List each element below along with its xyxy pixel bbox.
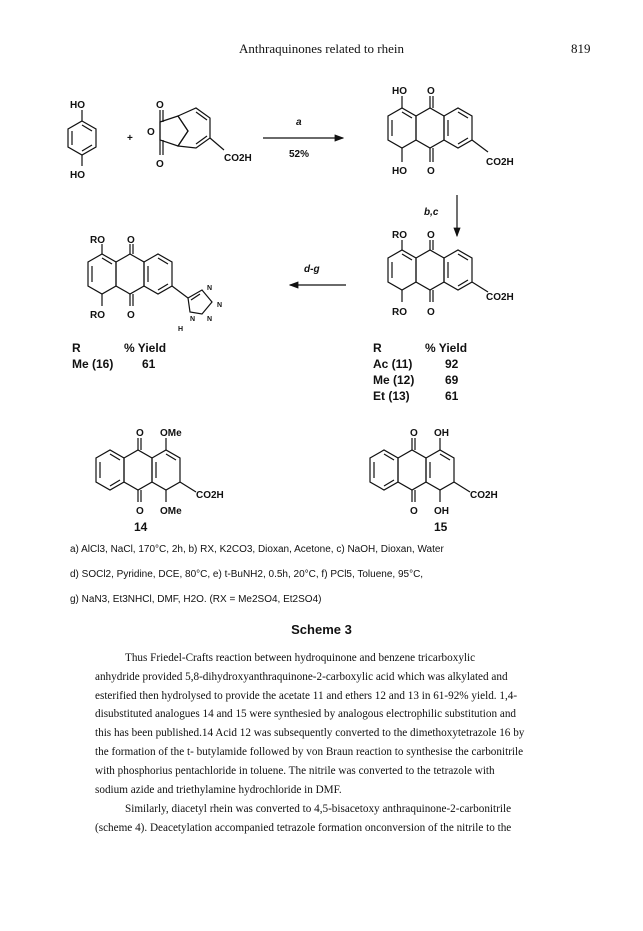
text-line: this has been published.14 Acid 12 was subsequently converted to the dimethoxytetrazole 16 by xyxy=(95,727,525,740)
atom-label-o: O xyxy=(427,86,435,97)
right-table-yield: 69 xyxy=(445,373,459,387)
text-line: Similarly, diacetyl rhein was converted to 4,5-bisacetoxy anthraquinone-2-carbonitrile xyxy=(125,803,512,815)
atom-label-o: O xyxy=(136,428,144,439)
compound-15-label: 15 xyxy=(434,520,448,534)
body-paragraph-2 xyxy=(95,800,560,838)
atom-label-oh: OH xyxy=(434,506,449,517)
atom-label-o: O xyxy=(410,428,418,439)
dialkoxyanthraquinone-acid-structure xyxy=(388,240,488,302)
text-line: esterified then hydrolysed to provide the acetate 11 and ethers 12 and 13 in 61-92% yield. 1,4- xyxy=(95,689,518,702)
text-line: disubstituted analogues 14 and 15 were synthesied by analogous electrophilic substitution and xyxy=(95,708,517,721)
right-table-yield: 92 xyxy=(445,357,459,371)
reagents-line-2: d) SOCl2, Pyridine, DCE, 80°C, e) t-BuNH2, 0.5h, 20°C, f) PCl5, Toluene, 95°C, xyxy=(70,569,424,580)
atom-label-ho: HO xyxy=(70,100,85,111)
atom-label-o: O xyxy=(127,310,135,321)
compound-14-structure xyxy=(96,438,196,502)
atom-label-co2h: CO2H xyxy=(224,153,252,164)
benzene-tricarboxylic-anhydride-structure xyxy=(160,108,224,155)
arrow-a-yield: 52% xyxy=(289,149,310,160)
atom-label-ro: RO xyxy=(392,230,407,241)
text-line: with phosphorius pentachloride in toluene. The nitrile was converted to the tetrazole with xyxy=(95,764,495,777)
atom-label-oh: OH xyxy=(434,428,449,439)
atom-label-o: O xyxy=(127,235,135,246)
right-table-r: Me (12) xyxy=(373,373,415,387)
running-title: Anthraquinones related to rhein xyxy=(239,41,404,56)
page-number: 819 xyxy=(571,41,591,56)
dihydroxyanthraquinone-acid-structure xyxy=(388,96,488,162)
right-table-yield: 61 xyxy=(445,389,459,403)
atom-label-o: O xyxy=(410,506,418,517)
compound-15-structure xyxy=(370,438,470,502)
left-table-header-yield: % Yield xyxy=(124,341,167,355)
text-line: sodium azide and triethylamine hydrochloride in DMF. xyxy=(95,783,342,796)
left-table-header-r: R xyxy=(72,341,81,355)
atom-label-ho: HO xyxy=(392,86,407,97)
atom-label-n: N xyxy=(207,285,213,292)
right-table-r: Et (13) xyxy=(373,389,410,403)
atom-label-co2h: CO2H xyxy=(196,490,224,501)
atom-label-ho: HO xyxy=(392,166,407,177)
scheme-title: Scheme 3 xyxy=(291,622,352,637)
text-line: (scheme 4). Deacetylation accompanied tetrazole formation onconversion of the nitrile to the xyxy=(95,821,512,834)
text-line: the formation of the t- butylamide followed by von Braun reaction to synthesise the carbonitrile xyxy=(95,745,524,758)
text-line: Thus Friedel-Crafts reaction between hydroquinone and benzene tricarboxylic xyxy=(125,652,476,664)
compound-14-label: 14 xyxy=(134,520,148,534)
atom-label-co2h: CO2H xyxy=(486,157,514,168)
atom-label-ro: RO xyxy=(90,310,105,321)
atom-label-o: O xyxy=(156,100,164,111)
arrow-bc-label: b,c xyxy=(424,207,439,218)
reagents-line-3: g) NaN3, Et3NHCl, DMF, H2O. (RX = Me2SO4, Et2SO4) xyxy=(70,594,322,605)
arrow-a-label: a xyxy=(296,117,302,128)
left-table-yield: 61 xyxy=(142,357,156,371)
atom-label-ho: HO xyxy=(70,170,85,181)
atom-label-o: O xyxy=(427,230,435,241)
atom-label-ro: RO xyxy=(90,235,105,246)
right-table-header-r: R xyxy=(373,341,382,355)
atom-label-n: N xyxy=(190,316,196,323)
text-line: anhydride provided 5,8-dihydroxyanthraquinone-2-carboxylic acid which was alkylated and xyxy=(95,670,508,683)
atom-label-ome: OMe xyxy=(160,506,182,517)
atom-label-o: O xyxy=(136,506,144,517)
left-table-r: Me (16) xyxy=(72,357,114,371)
tetrazole-anthraquinone-structure xyxy=(88,244,212,314)
atom-label-co2h: CO2H xyxy=(486,292,514,303)
body-paragraph-1 xyxy=(95,649,560,799)
reagents-line-1: a) AlCl3, NaCl, 170°C, 2h, b) RX, K2CO3, Dioxan, Acetone, c) NaOH, Dioxan, Water xyxy=(70,544,444,555)
atom-label-o: O xyxy=(427,307,435,318)
atom-label-o: O xyxy=(156,159,164,170)
atom-label-ro: RO xyxy=(392,307,407,318)
atom-label-o: O xyxy=(147,127,155,138)
atom-label-co2h: CO2H xyxy=(470,490,498,501)
right-table-r: Ac (11) xyxy=(373,357,413,371)
atom-label-n: N xyxy=(207,316,213,323)
atom-label-n: N xyxy=(217,302,223,309)
hydroquinone-structure xyxy=(68,110,96,166)
atom-label-h: H xyxy=(178,326,184,333)
arrow-dg-label: d-g xyxy=(304,264,320,275)
atom-label-o: O xyxy=(427,166,435,177)
right-table-header-yield: % Yield xyxy=(425,341,468,355)
plus-sign: + xyxy=(127,133,133,144)
atom-label-ome: OMe xyxy=(160,428,182,439)
